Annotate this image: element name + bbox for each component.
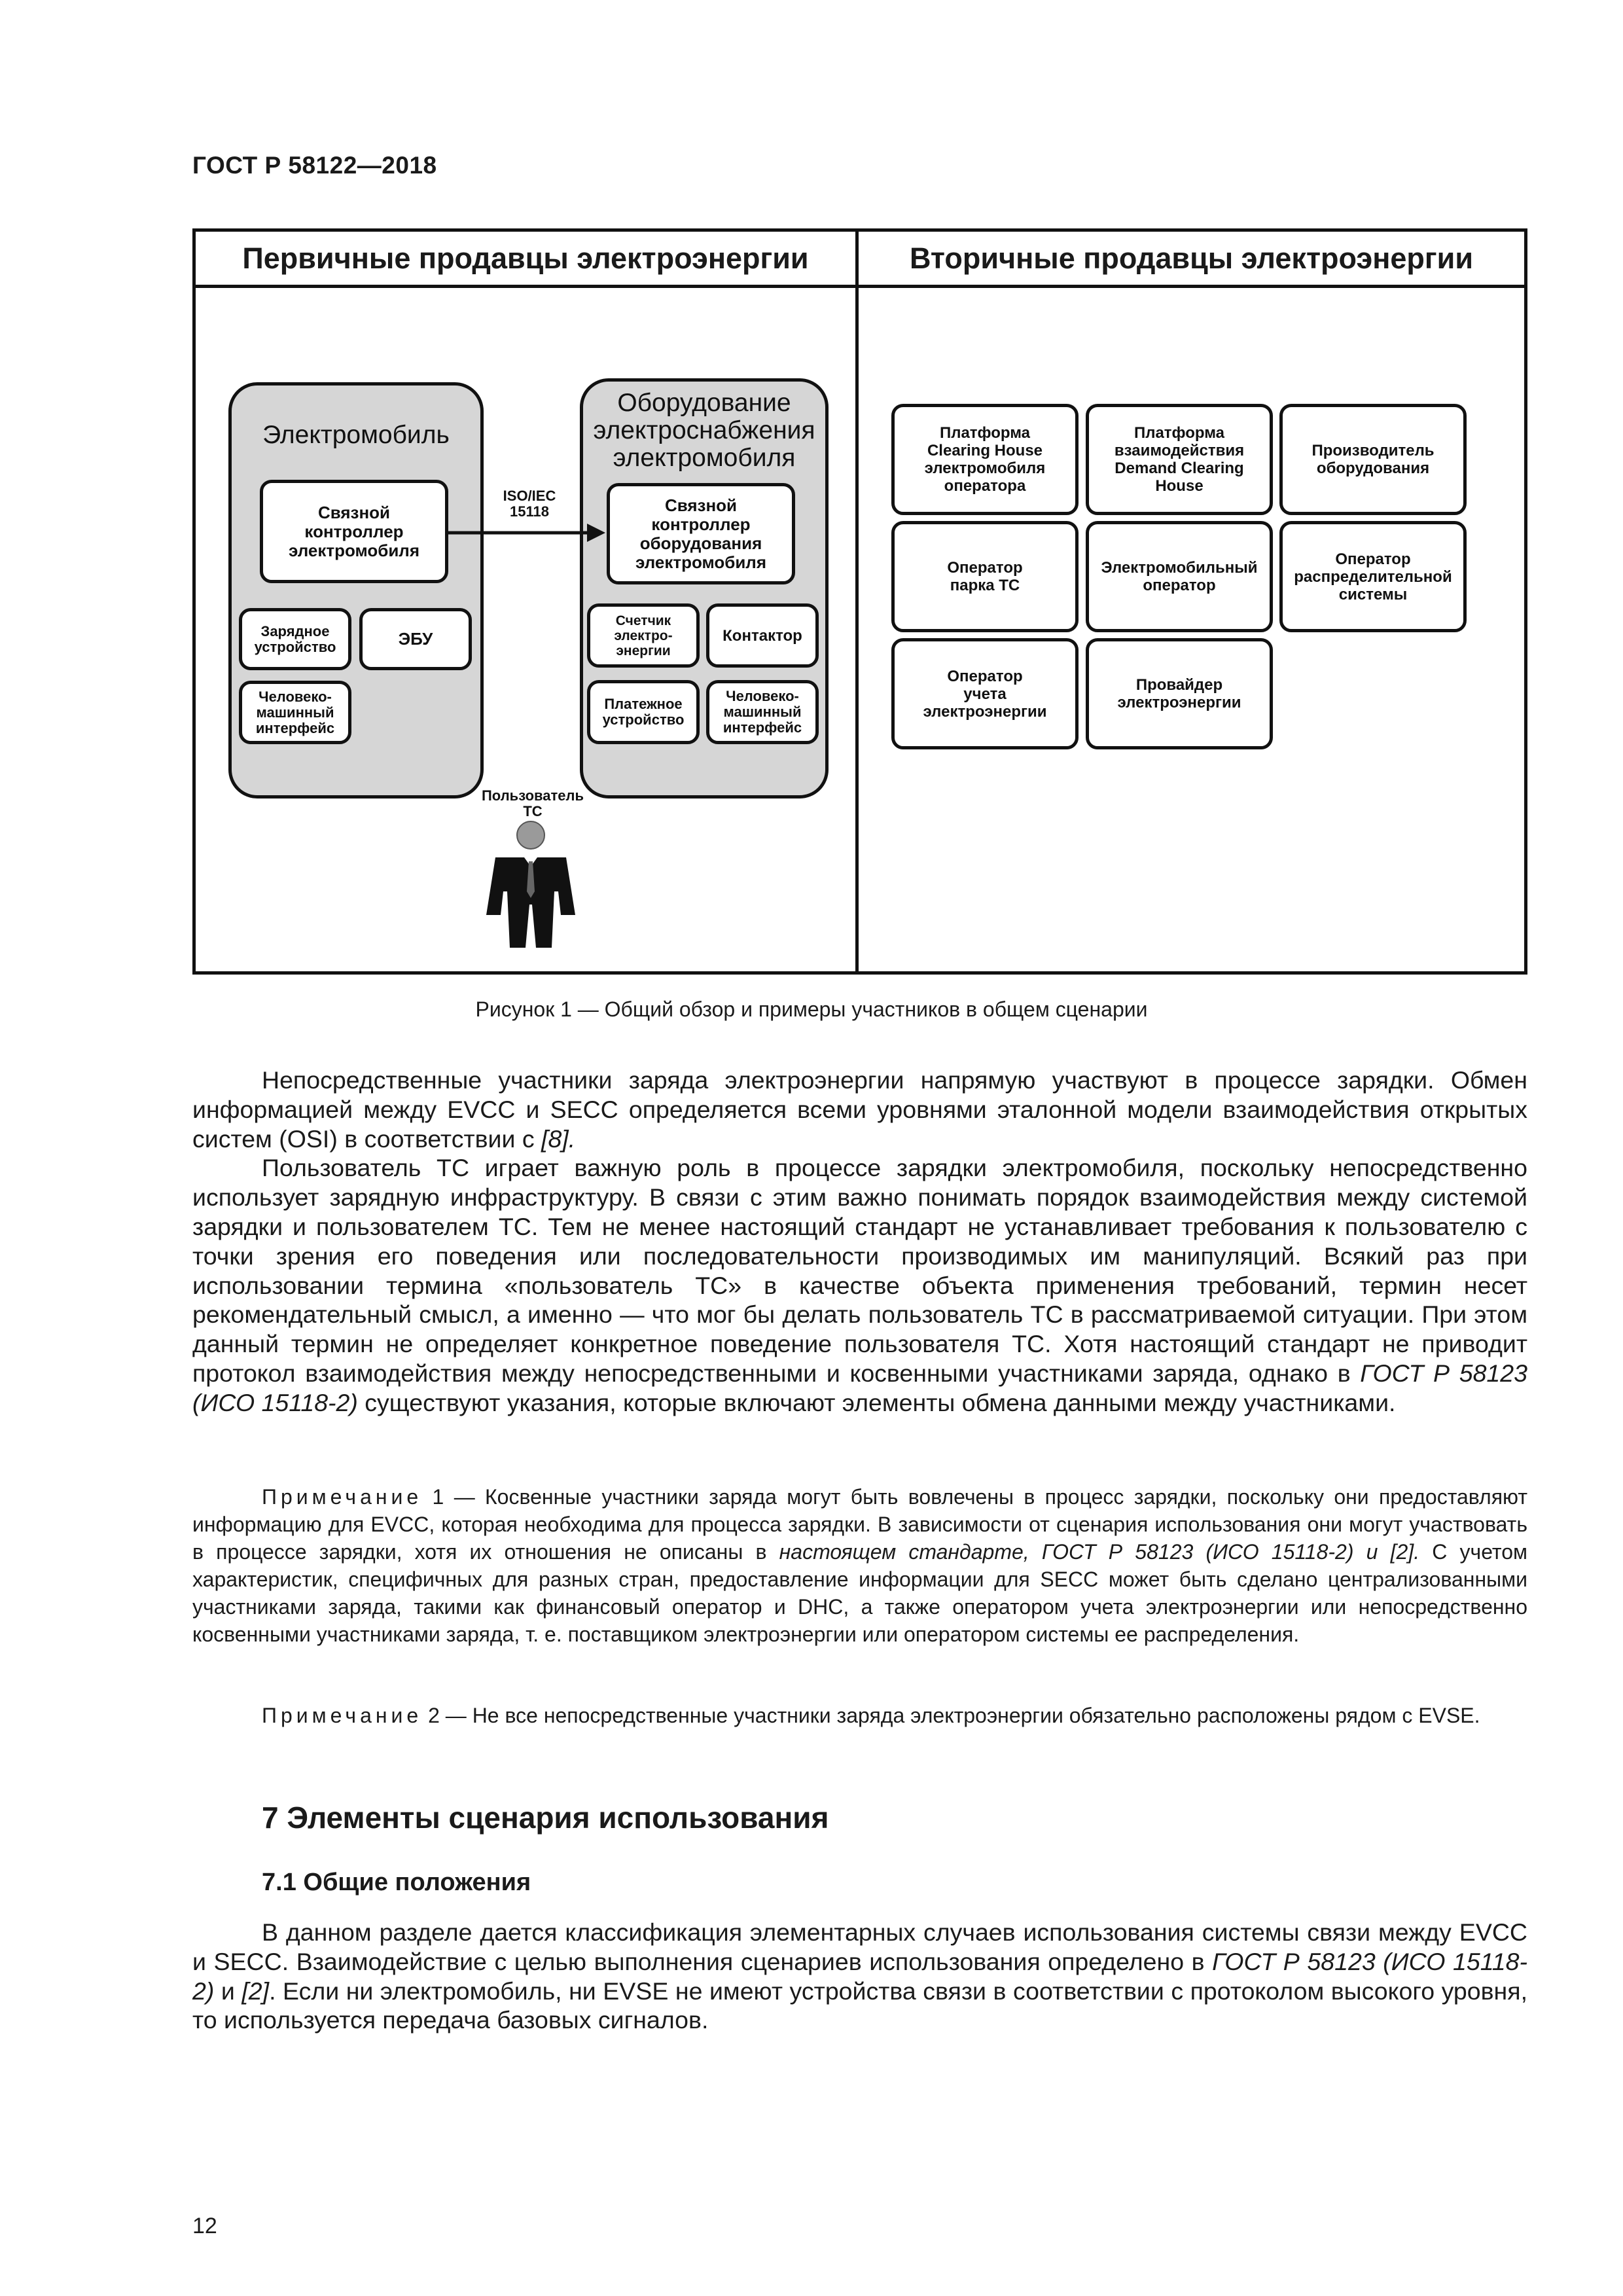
secondary-demand-clearing-house: Платформа взаимодействия Demand Clearing House: [1086, 404, 1273, 515]
body-paragraphs: [192, 1066, 1527, 1418]
note-2: Примечание 2 — Не все непосредственные участники заряда электроэнергии обязательно расположены рядом с EVSE.: [262, 1704, 1480, 1727]
secondary-ev-operator: Электромобильный оператор: [1086, 521, 1273, 632]
paragraph-2: Пользователь ТС играет важную роль в процессе зарядки электромобиля, поскольку непосредственно использует зарядную инфраструктуру. В связи с этим важно понимать порядок взаимодействия между системой зарядки и пользователем ТС. Тем не менее настоящий стандарт не устанавливает требования к пользователю с точки зрения его поведения или последовательности производимых им манипуляций. Всякий раз при использовании термина «пользователь ТС» в качестве объекта применения требований, термин несет рекомендательный смысл, а именно — что мог бы делать пользователь ТС в рассматриваемой ситуации. При этом данный термин не определяет конкретное поведение пользователя ТС. Хотя настоящий стандарт не приводит протокол взаимодействия между непосредственными и косвенными участниками заряда, однако в ГОСТ Р 58123 (ИСО 15118-2) существуют указания, которые включают элементы обмена данными между участниками.: [192, 1154, 1527, 1416]
secondary-clearing-house-operator: Платформа Clearing House электромобиля оператора: [891, 404, 1079, 515]
reference-gost-58123: ГОСТ Р 58123 (ИСО 15118-2): [192, 1359, 1527, 1416]
section-7-heading: 7 Элементы сценария использования: [262, 1801, 829, 1835]
page-number: 12: [192, 2214, 217, 2238]
protocol-label: ISO/IEC 15118: [503, 488, 556, 520]
evse-title: Оборудование электроснабжения электромобиля: [593, 389, 815, 472]
figure-caption: Рисунок 1 — Общий обзор и примеры участников в общем сценарии: [475, 997, 1148, 1021]
left-column-heading: Первичные продавцы электроэнергии: [196, 232, 855, 288]
user-label: Пользователь ТС: [481, 787, 584, 819]
document-header: ГОСТ Р 58122—2018: [192, 152, 437, 179]
figure-1: [192, 228, 1527, 975]
ev-title: Электромобиль: [262, 421, 450, 449]
evse-payment: Платежное устройство: [587, 680, 700, 744]
evse-contactor: Контактор: [706, 603, 819, 668]
secondary-fleet-operator: Оператор парка ТС: [891, 521, 1079, 632]
reference-8: [8].: [541, 1124, 576, 1153]
user-person-icon: [477, 819, 585, 950]
evse-hmi: Человеко- машинный интерфейс: [706, 680, 819, 744]
evse-meter: Счетчик электро- энергии: [587, 603, 700, 668]
secondary-distribution-operator: Оператор распределительной системы: [1279, 521, 1467, 632]
ev-comm-controller: Связной контроллер электромобиля: [260, 480, 448, 583]
secondary-metering-operator: Оператор учета электроэнергии: [891, 638, 1079, 749]
right-column-heading: Вторичные продавцы электроэнергии: [859, 232, 1524, 288]
note-1: Примечание 1 — Косвенные участники заряда могут быть вовлечены в процесс зарядки, поскольку они предоставляют информацию для EVCC, которая необходима для процесса зарядки. В зависимости от сценария использования они могут участвовать в процессе зарядки, хотя их отношения не описаны в настоящем стандарте, ГОСТ Р 58123 (ИСО 15118-2) и [2]. С учетом характеристик, специфичных для разных стран, предоставление информации для SECC может быть сделано централизованными участниками заряда, такими как финансовый оператор и DHC, а также оператором учета электроэнергии или непосредственно косвенными участниками заряда, т. е. поставщиком электроэнергии или оператором системы ее распределения.: [192, 1485, 1528, 1646]
ev-ecu: ЭБУ: [359, 608, 472, 670]
protocol-arrow: [444, 520, 608, 546]
secondary-energy-provider: Провайдер электроэнергии: [1086, 638, 1273, 749]
ev-hmi: Человеко- машинный интерфейс: [239, 681, 351, 744]
section-7-1-paragraph: В данном разделе дается классификация элементарных случаев использования системы связи между EVCC и SECC. Взаимодействие с целью выполнения сценариев использования определено в ГОСТ Р 58123 (ИСО 15118-2) и [2]. Если ни электромобиль, ни EVSE не имеют устройства связи в соответствии с протоколом высокого уровня, то используется передача базовых сигналов.: [192, 1918, 1527, 2034]
subsection-7-1-heading: 7.1 Общие положения: [262, 1869, 531, 1896]
column-divider: [855, 232, 859, 971]
secondary-equipment-manufacturer: Производитель оборудования: [1279, 404, 1467, 515]
ev-charger: Зарядное устройство: [239, 608, 351, 670]
paragraph-1: Непосредственные участники заряда электроэнергии напрямую участвуют в процессе зарядки. Обмен информацией между EVCC и SECC определяется всеми уровнями эталонной модели взаимодействия открытых систем (OSI) в соответствии с [8].: [192, 1066, 1527, 1153]
evse-comm-controller: Связной контроллер оборудования электромобиля: [607, 483, 795, 584]
